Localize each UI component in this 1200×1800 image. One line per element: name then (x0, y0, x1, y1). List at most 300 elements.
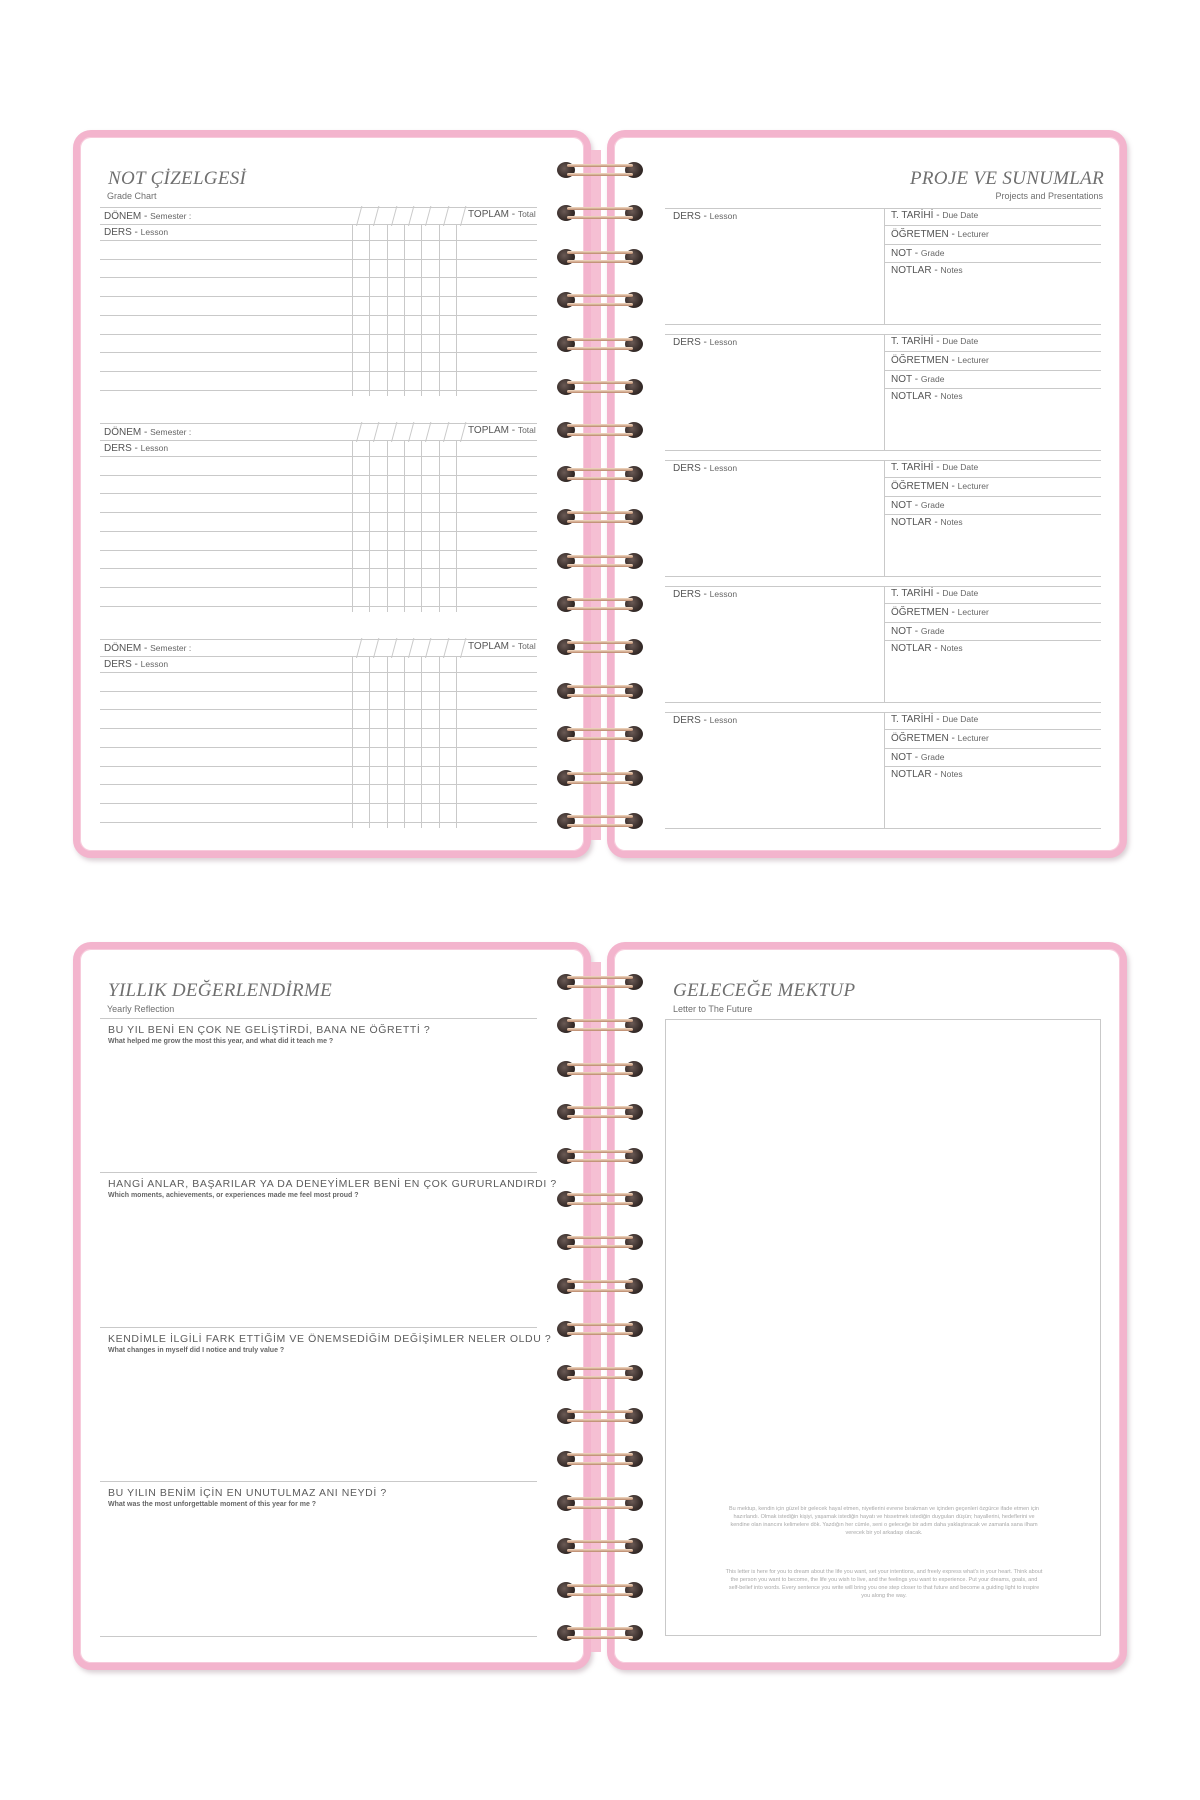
entry-top-line (665, 712, 1101, 713)
grade-row[interactable] (100, 493, 537, 494)
due-date-label (891, 714, 978, 725)
wire-loop (567, 1072, 633, 1075)
grade-row[interactable] (100, 390, 537, 391)
spiral-ring (557, 1320, 643, 1338)
divider (100, 1636, 537, 1637)
notes-label-sub: Notes (940, 265, 963, 275)
wire-loop (567, 294, 633, 297)
grade-row[interactable] (100, 277, 537, 278)
spiral-ring (557, 378, 643, 396)
notes-label (891, 265, 963, 276)
wire-loop (567, 1323, 633, 1326)
due-date-label (891, 462, 978, 473)
divider (100, 1172, 537, 1173)
field-line (884, 603, 1101, 604)
grade-label-sub: Grade (920, 626, 945, 636)
grade-column (352, 440, 353, 612)
wire-loop (567, 1593, 633, 1596)
grade-chart-title: NOT ÇİZELGESİ (108, 168, 247, 189)
lesson-label (104, 659, 168, 670)
lesson-label (673, 463, 737, 474)
grade-column (456, 440, 457, 612)
grade-label-sub: Grade (920, 500, 945, 510)
spiral-ring (557, 1581, 643, 1599)
grade-column (421, 224, 422, 396)
spiral-ring (557, 335, 643, 353)
grade-row[interactable] (100, 296, 537, 297)
lesson-label (673, 337, 737, 348)
field-line (884, 640, 1101, 641)
lesson-label-sub: Lesson (140, 443, 169, 453)
spiral-ring (557, 204, 643, 222)
wire-loop (567, 468, 633, 471)
wire-loop (567, 815, 633, 818)
grade-row[interactable] (100, 334, 537, 335)
wire-loop (567, 251, 633, 254)
wire-loop (567, 347, 633, 350)
wire-loop (567, 824, 633, 827)
wire-loop (567, 164, 633, 167)
wire-loop (567, 1280, 633, 1283)
grade-row[interactable] (100, 672, 537, 673)
wire-loop (567, 1245, 633, 1248)
wire-loop (567, 338, 633, 341)
divider (100, 1018, 537, 1019)
lecturer-label-sub: Lecturer (957, 733, 989, 743)
grade-row[interactable] (100, 240, 537, 241)
grade-row[interactable] (100, 512, 537, 513)
due-date-label (891, 588, 978, 599)
wire-loop (567, 520, 633, 523)
entry-top-line (665, 208, 1101, 209)
wire-loop (567, 650, 633, 653)
entry-top-line (665, 586, 1101, 587)
lesson-label-sub: Lesson (709, 715, 738, 725)
grade-label (891, 248, 944, 259)
spiral-ring (557, 682, 643, 700)
wire-loop (567, 555, 633, 558)
total-label-sub: Total (517, 209, 536, 219)
grade-row-line (100, 207, 537, 208)
due-date-label-sub: Due Date (942, 210, 979, 220)
field-line (884, 496, 1101, 497)
wire-loop (567, 1236, 633, 1239)
semester-label (104, 427, 191, 438)
field-line (884, 477, 1101, 478)
wire-loop (567, 1332, 633, 1335)
wire-loop (567, 976, 633, 979)
wire-loop (567, 685, 633, 688)
spiral-ring (557, 1537, 643, 1555)
spiral-ring (557, 1450, 643, 1468)
question-en: Which moments, achievements, or experiences made me feel most proud ? (108, 1192, 359, 1199)
grade-label (891, 626, 944, 637)
lesson-label-sub: Lesson (709, 463, 738, 473)
grade-row[interactable] (100, 315, 537, 316)
answer-area[interactable] (100, 1359, 537, 1479)
due-date-label-sub: Due Date (942, 462, 979, 472)
wire-loop (567, 564, 633, 567)
notes-label-main: NOTLAR - (891, 769, 941, 780)
lesson-label (104, 227, 168, 238)
grade-column (369, 656, 370, 828)
total-label-main: TOPLAM - (468, 641, 518, 652)
spiral-ring (557, 552, 643, 570)
question-en: What was the most unforgettable moment of this year for me ? (108, 1501, 317, 1508)
wire-loop (567, 1497, 633, 1500)
wire-loop (567, 1028, 633, 1031)
grade-label (891, 500, 944, 511)
grade-row[interactable] (100, 766, 537, 767)
lesson-label (673, 211, 737, 222)
grade-row[interactable] (100, 784, 537, 785)
notes-label (891, 769, 963, 780)
wire-loop (567, 1419, 633, 1422)
due-date-label (891, 210, 978, 221)
due-date-label-main: T. TARİHİ - (891, 210, 943, 221)
notes-label (891, 643, 963, 654)
spiral-ring (557, 1233, 643, 1251)
spiral-ring (557, 161, 643, 179)
spiral-ring (557, 248, 643, 266)
spiral-ring (557, 1190, 643, 1208)
field-line (884, 514, 1101, 515)
spiral-ring (557, 973, 643, 991)
spiral-ring (557, 1060, 643, 1078)
due-date-label (891, 336, 978, 347)
due-date-label-sub: Due Date (942, 588, 979, 598)
field-line (884, 388, 1101, 389)
grade-row[interactable] (100, 531, 537, 532)
question-en: What changes in myself did I notice and truly value ? (108, 1347, 285, 1354)
lecturer-label (891, 733, 989, 744)
wire-loop (567, 1636, 633, 1639)
semester-label-sub: Semester : (150, 211, 192, 221)
notes-label-main: NOTLAR - (891, 517, 941, 528)
due-date-label-main: T. TARİHİ - (891, 462, 943, 473)
projects-title: PROJE VE SUNUMLAR (909, 168, 1104, 189)
notes-label-main: NOTLAR - (891, 391, 941, 402)
wire-loop (567, 173, 633, 176)
spiral-ring (557, 1407, 643, 1425)
grade-row[interactable] (100, 371, 537, 372)
wire-loop (567, 1584, 633, 1587)
lecturer-label-sub: Lecturer (957, 481, 989, 491)
wire-loop (567, 607, 633, 610)
grade-column (456, 224, 457, 396)
notes-label-sub: Notes (940, 391, 963, 401)
wire-loop (567, 1367, 633, 1370)
entry-bottom-line (665, 828, 1101, 829)
spiral-ring (557, 421, 643, 439)
answer-area[interactable] (100, 1513, 537, 1633)
lecturer-label-sub: Lecturer (957, 355, 989, 365)
projects-subtitle: Projects and Presentations (995, 191, 1103, 201)
spiral-ring (557, 1494, 643, 1512)
total-label (468, 209, 536, 220)
spiral-ring (557, 1103, 643, 1121)
lesson-label-sub: Lesson (709, 337, 738, 347)
lesson-label-main: DERS - (104, 659, 141, 670)
spiral-ring (557, 465, 643, 483)
grade-row[interactable] (100, 550, 537, 551)
lesson-label (104, 443, 168, 454)
grade-row[interactable] (100, 691, 537, 692)
grade-column (387, 440, 388, 612)
lesson-label-sub: Lesson (140, 659, 169, 669)
total-label-sub: Total (517, 641, 536, 651)
lecturer-label-main: ÖĞRETMEN - (891, 355, 958, 366)
wire-loop (567, 641, 633, 644)
lesson-label-sub: Lesson (709, 211, 738, 221)
grade-row[interactable] (100, 803, 537, 804)
notes-label (891, 517, 963, 528)
due-date-label-main: T. TARİHİ - (891, 588, 943, 599)
grade-column (369, 224, 370, 396)
spiral-ring (557, 769, 643, 787)
notes-label (891, 391, 963, 402)
reflection-title: YILLIK DEĞERLENDİRME (108, 980, 332, 1001)
wire-loop (567, 1627, 633, 1630)
lecturer-label (891, 355, 989, 366)
grade-row[interactable] (100, 728, 537, 729)
grade-row-line (100, 224, 537, 225)
field-line (884, 370, 1101, 371)
grade-row[interactable] (100, 259, 537, 260)
notes-label-main: NOTLAR - (891, 643, 941, 654)
letter-note-en: This letter is here for you to dream about the life you want, set your intentions, and freely express what's in your heart. Think about the person you want to become, the life you wish to live, and the feelings you want to experience. Put your dreams, goals, and self-belief into words. Every sentence you write will bring you one step closer to that future and become a guiding light to inspire you along the way. (725, 1569, 1043, 1599)
spiral-ring (557, 638, 643, 656)
reflection-subtitle: Yearly Reflection (107, 1004, 175, 1014)
lecturer-label-main: ÖĞRETMEN - (891, 607, 958, 618)
letter-note-tr: Bu mektup, kendin için güzel bir gelecek hayal etmen, niyetlerini evrene bırakman ve içinden geçenleri özgürce ifade etmen için hazırlandı. Olmak istediğin kişiyi, yaşamak istediğin hayatı ve hissetmek istediğin duyguları düşün; hayallerini, hedeflerini ve kendine olan inancını kelimelere dök. Yazdığın her cümle, seni o geleceğe bir adım daha yaklaştıracak ve zamanla sana ilham verecek bir yol arkadaşı olacak. (728, 1506, 1039, 1536)
due-date-label-main: T. TARİHİ - (891, 336, 943, 347)
field-line (884, 766, 1101, 767)
grade-row-line (100, 440, 537, 441)
wire-loop (567, 1019, 633, 1022)
lesson-label-sub: Lesson (709, 589, 738, 599)
letter-writing-box[interactable] (665, 1019, 1101, 1636)
semester-label (104, 211, 191, 222)
wire-loop (567, 1453, 633, 1456)
wire-loop (567, 598, 633, 601)
grade-label-sub: Grade (920, 752, 945, 762)
wire-loop (567, 303, 633, 306)
grade-label (891, 374, 944, 385)
entry-top-line (665, 460, 1101, 461)
wire-loop (567, 1549, 633, 1552)
question-tr: KENDİMLE İLGİLİ FARK ETTİĞİM VE ÖNEMSEDİĞİM DEĞİŞİMLER NELER OLDU ? (108, 1333, 552, 1345)
answer-area[interactable] (100, 1050, 537, 1170)
lesson-label-main: DERS - (673, 589, 710, 600)
wire-loop (567, 1106, 633, 1109)
grade-column (387, 656, 388, 828)
entry-bottom-line (665, 324, 1101, 325)
total-label-sub: Total (517, 425, 536, 435)
lecturer-label-sub: Lecturer (957, 607, 989, 617)
grade-column (352, 656, 353, 828)
grade-row[interactable] (100, 456, 537, 457)
entry-bottom-line (665, 702, 1101, 703)
total-label-main: TOPLAM - (468, 209, 518, 220)
total-label-main: TOPLAM - (468, 425, 518, 436)
wire-loop (567, 1159, 633, 1162)
total-label (468, 641, 536, 652)
grade-label-sub: Grade (920, 248, 945, 258)
field-line (884, 244, 1101, 245)
lesson-label-main: DERS - (673, 211, 710, 222)
field-line (884, 225, 1101, 226)
semester-label-main: DÖNEM - (104, 643, 151, 654)
lesson-label (673, 589, 737, 600)
lesson-label-main: DERS - (673, 337, 710, 348)
lesson-label (673, 715, 737, 726)
grade-column (439, 224, 440, 396)
semester-label-main: DÖNEM - (104, 211, 151, 222)
spiral-ring (557, 1147, 643, 1165)
grade-column (456, 656, 457, 828)
wire-loop (567, 694, 633, 697)
lecturer-label-main: ÖĞRETMEN - (891, 733, 958, 744)
lecturer-label (891, 481, 989, 492)
entry-bottom-line (665, 450, 1101, 451)
divider (100, 1327, 537, 1328)
wire-loop (567, 477, 633, 480)
grade-row[interactable] (100, 352, 537, 353)
grade-row[interactable] (100, 747, 537, 748)
wire-loop (567, 1150, 633, 1153)
spiral-ring (557, 1016, 643, 1034)
grade-row[interactable] (100, 587, 537, 588)
grade-row-line (100, 656, 537, 657)
spiral-ring (557, 1277, 643, 1295)
divider (100, 1481, 537, 1482)
wire-loop (567, 207, 633, 210)
due-date-label-sub: Due Date (942, 336, 979, 346)
grade-row[interactable] (100, 822, 537, 823)
grade-row[interactable] (100, 709, 537, 710)
lesson-label-main: DERS - (104, 227, 141, 238)
spiral-ring (557, 1624, 643, 1642)
grade-column (404, 224, 405, 396)
grade-label (891, 752, 944, 763)
notes-label-sub: Notes (940, 643, 963, 653)
wire-loop (567, 1506, 633, 1509)
due-date-label-sub: Due Date (942, 714, 979, 724)
answer-area[interactable] (100, 1204, 537, 1324)
spiral-ring (557, 595, 643, 613)
lecturer-label-sub: Lecturer (957, 229, 989, 239)
entry-bottom-line (665, 576, 1101, 577)
wire-loop (567, 1289, 633, 1292)
lecturer-label-main: ÖĞRETMEN - (891, 229, 958, 240)
grade-column (421, 440, 422, 612)
question-tr: HANGİ ANLAR, BAŞARILAR YA DA DENEYİMLER BENİ EN ÇOK GURURLANDIRDI ? (108, 1178, 557, 1190)
semester-label-sub: Semester : (150, 427, 192, 437)
wire-loop (567, 1202, 633, 1205)
grade-column (439, 656, 440, 828)
letter-title: GELECEĞE MEKTUP (673, 980, 856, 1001)
grade-label-main: NOT - (891, 374, 921, 385)
lesson-label-sub: Lesson (140, 227, 169, 237)
wire-loop (567, 216, 633, 219)
wire-loop (567, 1410, 633, 1413)
wire-loop (567, 772, 633, 775)
grade-label-sub: Grade (920, 374, 945, 384)
spiral-ring (557, 812, 643, 830)
field-line (884, 622, 1101, 623)
spiral-ring (557, 1364, 643, 1382)
field-line (884, 262, 1101, 263)
wire-loop (567, 728, 633, 731)
grade-column (387, 224, 388, 396)
spiral-ring (557, 508, 643, 526)
wire-loop (567, 1462, 633, 1465)
grade-column (404, 440, 405, 612)
lecturer-label-main: ÖĞRETMEN - (891, 481, 958, 492)
grade-row-line (100, 423, 537, 424)
lecturer-label (891, 229, 989, 240)
grade-label-main: NOT - (891, 248, 921, 259)
wire-loop (567, 424, 633, 427)
grade-label-main: NOT - (891, 752, 921, 763)
field-line (884, 748, 1101, 749)
spiral-ring (557, 725, 643, 743)
wire-loop (567, 1193, 633, 1196)
semester-label-main: DÖNEM - (104, 427, 151, 438)
grade-column (369, 440, 370, 612)
wire-loop (567, 985, 633, 988)
wire-loop (567, 511, 633, 514)
entry-top-line (665, 334, 1101, 335)
lesson-label-main: DERS - (104, 443, 141, 454)
wire-loop (567, 381, 633, 384)
grade-label-main: NOT - (891, 500, 921, 511)
due-date-label-main: T. TARİHİ - (891, 714, 943, 725)
wire-loop (567, 1376, 633, 1379)
field-line (884, 729, 1101, 730)
grade-column (404, 656, 405, 828)
lecturer-label (891, 607, 989, 618)
grade-label-main: NOT - (891, 626, 921, 637)
wire-loop (567, 781, 633, 784)
question-en: What helped me grow the most this year, and what did it teach me ? (108, 1038, 334, 1045)
wire-loop (567, 1115, 633, 1118)
notes-label-main: NOTLAR - (891, 265, 941, 276)
field-line (884, 351, 1101, 352)
lesson-label-main: DERS - (673, 715, 710, 726)
semester-label-sub: Semester : (150, 643, 192, 653)
grade-column (352, 224, 353, 396)
letter-subtitle: Letter to The Future (673, 1004, 753, 1014)
grade-row-line (100, 639, 537, 640)
spiral-ring (557, 291, 643, 309)
total-label (468, 425, 536, 436)
grade-column (439, 440, 440, 612)
lesson-label-main: DERS - (673, 463, 710, 474)
wire-loop (567, 737, 633, 740)
grade-row[interactable] (100, 606, 537, 607)
wire-loop (567, 260, 633, 263)
question-tr: BU YILIN BENİM İÇİN EN UNUTULMAZ ANI NEYDİ ? (108, 1487, 387, 1499)
wire-loop (567, 1540, 633, 1543)
grade-chart-subtitle: Grade Chart (107, 191, 157, 201)
grade-row[interactable] (100, 568, 537, 569)
grade-row[interactable] (100, 475, 537, 476)
wire-loop (567, 390, 633, 393)
notes-label-sub: Notes (940, 517, 963, 527)
wire-loop (567, 433, 633, 436)
